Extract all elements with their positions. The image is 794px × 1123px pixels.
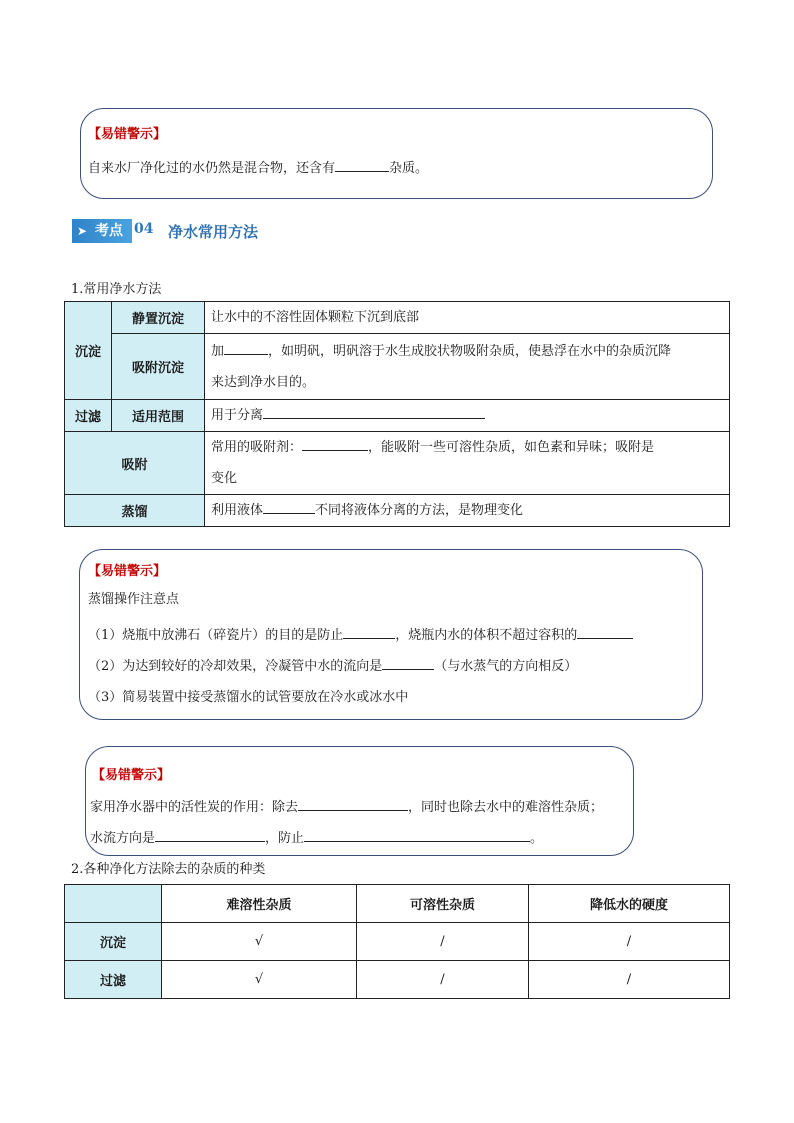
warning1-text-before: 自来水厂净化过的水仍然是混合物，还含有 [88,161,336,176]
xifu-c: 变化 [211,471,238,486]
cell-zhengliu-desc [205,495,730,527]
w3-l2-a: 水流方向是 [90,831,156,846]
w2-l1-a: （1）烧瓶中放沸石（碎瓷片）的目的是防止 [88,628,344,643]
purification-methods-table [64,301,730,527]
shiyong-a: 用于分离 [211,408,264,423]
blank-field [298,798,408,811]
blank-field [155,829,265,842]
xifu-chendian-a: 加 [211,343,225,359]
kaodian-badge [72,219,132,243]
cell-shiyong-desc [205,400,730,432]
xifu-b: ，能吸附一些可溶性杂质，如色素和异味；吸附是 [368,440,655,455]
w3-l1-b: ，同时也除去水中的难溶性杂质； [408,800,604,815]
blank-field [343,626,395,639]
row-cell: / [357,923,529,961]
warning2-heading: 蒸馏操作注意点 [88,592,180,607]
cell-shiyong: 适用范围 [112,400,205,432]
w2-l2-a: （2）为达到较好的冷却效果，冷凝管中水的流向是 [88,659,383,674]
row-cell: / [529,923,730,961]
cell-xifu: 吸附 [65,432,205,495]
blank-field [577,626,633,639]
blank-field [263,501,315,514]
warning2-line-2 [88,655,577,674]
section-1-label: 1.常用净水方法 [71,282,162,297]
xifu-chendian-c: 来达到净水目的。 [211,374,316,390]
impurity-types-table [64,884,730,999]
w2-l1-b: ，烧瓶内水的体积不超过容积的 [395,628,578,643]
cell-xifu-desc [205,432,730,495]
row-cell: / [357,961,529,999]
xifu-a: 常用的吸附剂： [211,440,303,455]
blank-field [224,342,268,355]
blank-field [382,657,434,670]
row-cell: √ [162,961,357,999]
cell-xifu-chendian: 吸附沉淀 [112,334,205,400]
warning-text-1 [88,157,428,176]
warning2-line-1 [88,624,633,643]
kaodian-number: 04 [134,221,154,237]
warning-title-3: 【易错警示】 [92,768,171,783]
row-cell: / [529,961,730,999]
blank-field [335,159,389,172]
kaodian-badge-text: 考点 [95,223,123,239]
warning-title-1: 【易错警示】 [88,127,167,142]
kaodian-title: 净水常用方法 [168,223,259,241]
header-col-1: 难溶性杂质 [162,885,357,923]
warning-box-1 [80,108,713,199]
row-name: 过滤 [65,961,162,999]
cell-jingzhi-desc: 让水中的不溶性固体颗粒下沉到底部 [205,302,730,334]
row-cell: √ [162,923,357,961]
blank-field [304,829,530,842]
warning3-line-2 [90,827,543,846]
arrow-right-icon: ➤ [77,224,88,238]
blank-field [263,406,485,419]
warning1-text-after: 杂质。 [389,161,429,176]
header-empty-cell [65,885,162,923]
w3-l1-a: 家用净水器中的活性炭的作用：除去 [90,800,299,815]
table-row [65,961,730,999]
w3-l2-b: ，防止 [265,831,305,846]
zhengliu-b: 不同将液体分离的方法，是物理变化 [315,503,524,518]
w3-l2-c: 。 [530,831,544,846]
xifu-chendian-b: ，如明矾，明矾溶于水生成胶状物吸附杂质，使悬浮在水中的杂质沉降 [268,343,672,359]
header-col-3: 降低水的硬度 [529,885,730,923]
cell-zhengliu: 蒸馏 [65,495,205,527]
cell-jingzhi: 静置沉淀 [112,302,205,334]
zhengliu-a: 利用液体 [211,503,264,518]
warning2-line-3: （3）简易装置中接受蒸馏水的试管要放在冷水或冰水中 [88,690,409,705]
table-row [65,923,730,961]
cell-chendian: 沉淀 [65,302,112,400]
blank-field [302,438,368,451]
warning-title-2: 【易错警示】 [88,564,167,579]
w2-l2-b: （与水蒸气的方向相反） [434,659,578,674]
section-2-label: 2.各种净化方法除去的杂质的种类 [71,862,266,877]
row-name: 沉淀 [65,923,162,961]
cell-guolv: 过滤 [65,400,112,432]
header-col-2: 可溶性杂质 [357,885,529,923]
cell-xifu-chendian-desc [205,334,730,400]
warning3-line-1 [90,796,603,815]
